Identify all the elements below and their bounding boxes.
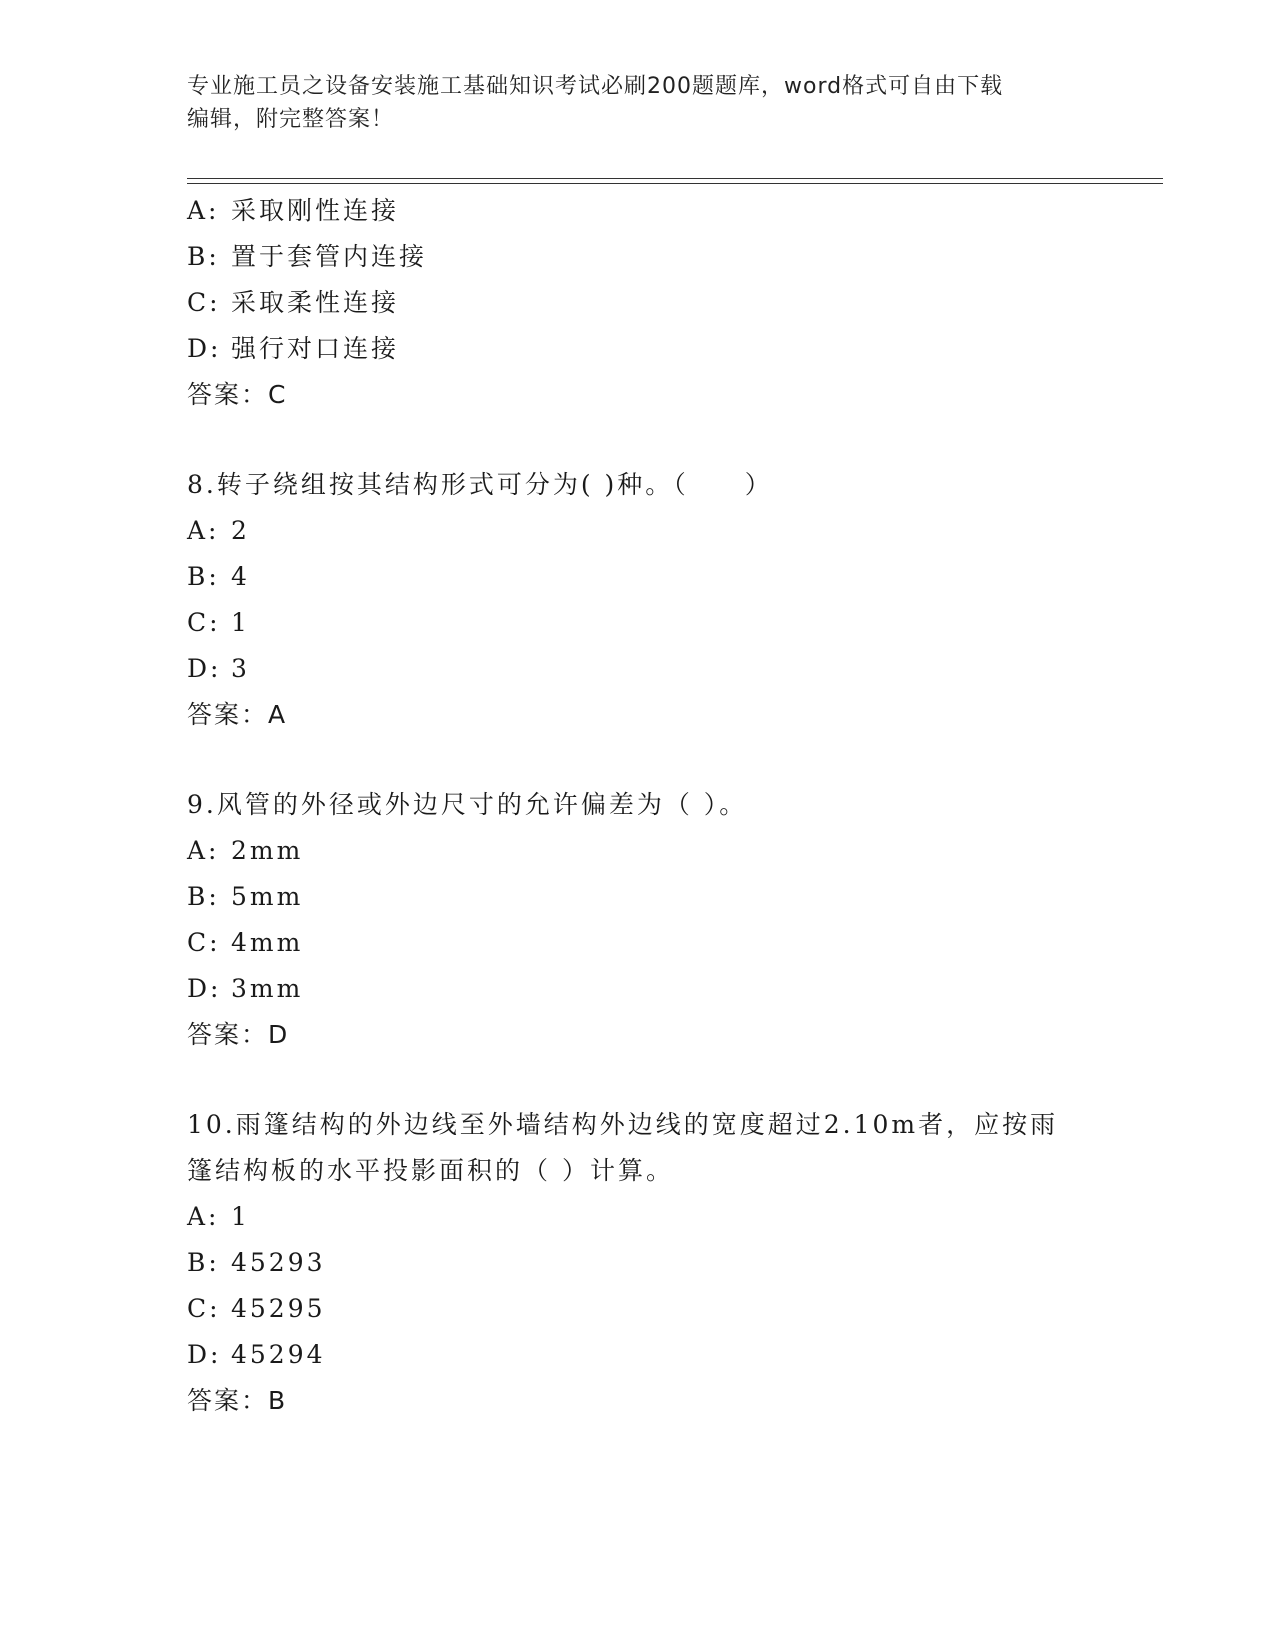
option-label: A: <box>187 836 220 865</box>
option-label: A: <box>187 516 220 545</box>
option-a <box>187 828 1087 874</box>
document-header <box>187 70 1077 136</box>
question-7 <box>187 188 1087 418</box>
option-label: B: <box>187 562 220 591</box>
option-a <box>187 508 1087 554</box>
option-text: 45295 <box>231 1294 326 1323</box>
option-text: 4mm <box>231 928 304 957</box>
option-text: 3mm <box>231 974 304 1003</box>
option-d <box>187 326 1087 372</box>
header-divider-top <box>187 178 1163 179</box>
option-b <box>187 1240 1087 1286</box>
option-d <box>187 966 1087 1012</box>
option-d <box>187 646 1087 692</box>
spacer <box>187 738 1087 782</box>
option-b <box>187 554 1087 600</box>
question-list <box>187 188 1087 1424</box>
answer: 答案：C <box>187 380 288 409</box>
spacer <box>187 418 1087 462</box>
option-b <box>187 234 1087 280</box>
option-label: C: <box>187 1294 221 1323</box>
option-label: B: <box>187 242 220 271</box>
question-text: 10.雨篷结构的外边线至外墙结构外边线的宽度超过2.10m者，应按雨篷结构板的水平投影面积的（ ）计算。 <box>187 1110 1059 1185</box>
option-label: B: <box>187 1248 220 1277</box>
option-label: D: <box>187 654 222 683</box>
option-text: 2 <box>231 516 250 545</box>
option-text: 置于套管内连接 <box>231 242 428 271</box>
answer: 答案：D <box>187 1020 290 1049</box>
option-text: 45293 <box>231 1248 326 1277</box>
option-label: D: <box>187 334 222 363</box>
answer: 答案：A <box>187 700 288 729</box>
option-text: 采取刚性连接 <box>231 196 400 225</box>
option-text: 1 <box>231 608 250 637</box>
option-label: D: <box>187 1340 222 1369</box>
option-c <box>187 600 1087 646</box>
question-9 <box>187 782 1087 1058</box>
option-a <box>187 188 1087 234</box>
header-divider-bottom <box>187 183 1163 184</box>
option-text: 2mm <box>231 836 304 865</box>
question-10 <box>187 1102 1087 1424</box>
header-line-1: 专业施工员之设备安装施工基础知识考试必刷200题题库，word格式可自由下载 <box>187 74 1004 99</box>
option-label: C: <box>187 928 221 957</box>
option-c <box>187 920 1087 966</box>
option-c <box>187 280 1087 326</box>
option-text: 45294 <box>231 1340 326 1369</box>
option-label: C: <box>187 608 221 637</box>
option-text: 3 <box>231 654 250 683</box>
option-b <box>187 874 1087 920</box>
answer: 答案：B <box>187 1386 288 1415</box>
spacer <box>187 1058 1087 1102</box>
option-d <box>187 1332 1087 1378</box>
question-text: 8.转子绕组按其结构形式可分为( )种。（ ） <box>187 470 773 499</box>
option-text: 采取柔性连接 <box>231 288 400 317</box>
option-text: 强行对口连接 <box>231 334 400 363</box>
option-label: A: <box>187 1202 220 1231</box>
option-text: 1 <box>231 1202 250 1231</box>
option-text: 5mm <box>231 882 304 911</box>
option-label: B: <box>187 882 220 911</box>
question-8 <box>187 462 1087 738</box>
option-label: D: <box>187 974 222 1003</box>
question-text: 9.风管的外径或外边尺寸的允许偏差为（ ）。 <box>187 790 748 819</box>
option-text: 4 <box>231 562 250 591</box>
option-label: A: <box>187 196 220 225</box>
option-c <box>187 1286 1087 1332</box>
option-a <box>187 1194 1087 1240</box>
header-line-2: 编辑，附完整答案！ <box>187 107 395 132</box>
option-label: C: <box>187 288 221 317</box>
